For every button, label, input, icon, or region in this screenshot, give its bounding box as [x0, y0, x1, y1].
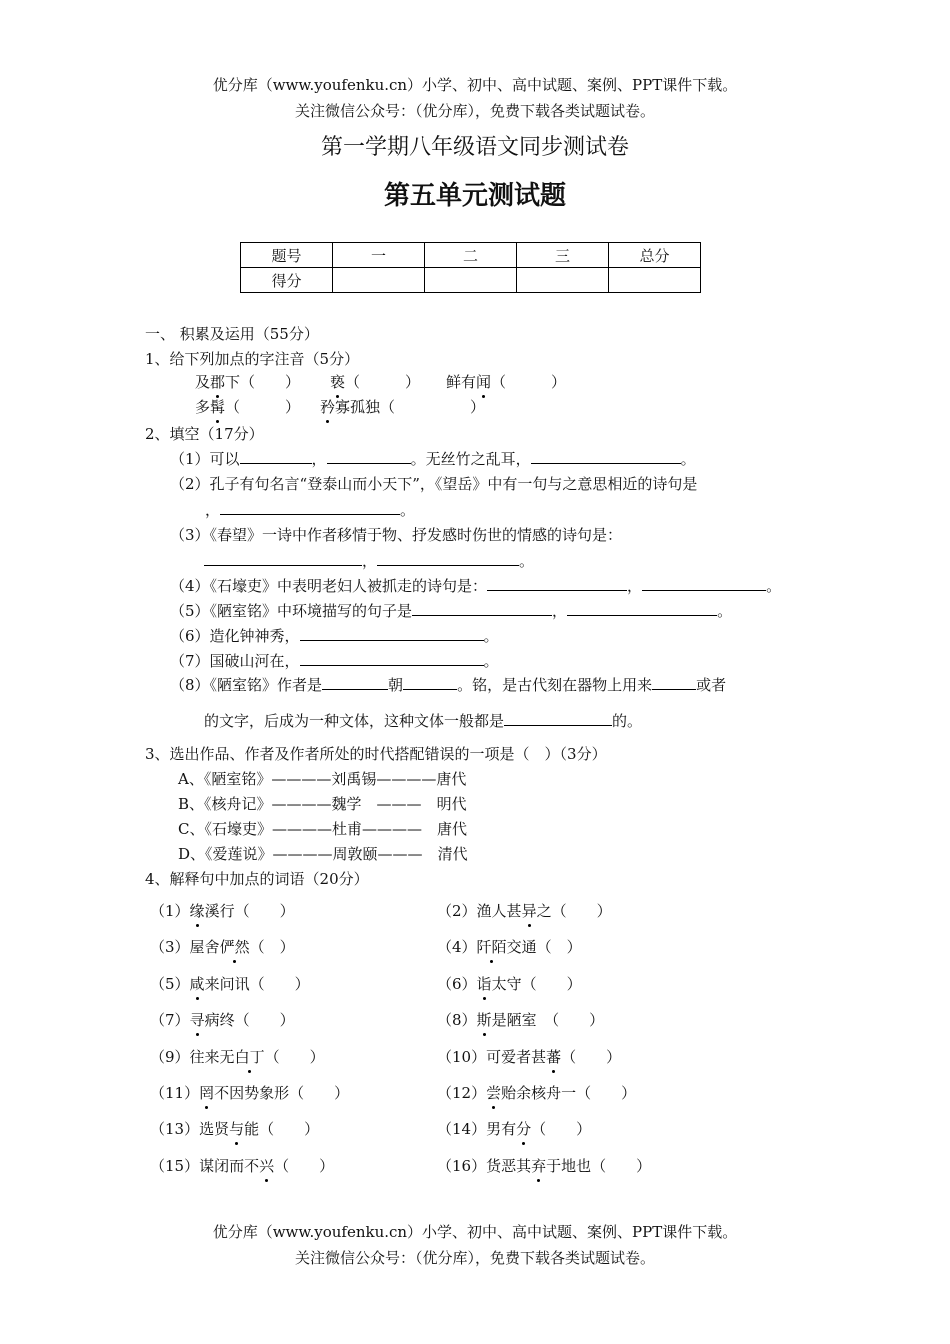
- answer-blank[interactable]: [327, 449, 411, 464]
- option-d[interactable]: D、《爱莲说》————周敦颐——— 清代: [178, 845, 468, 863]
- item-number: （3）: [150, 938, 190, 957]
- page-title: 第一学期八年级语文同步测试卷: [320, 135, 629, 160]
- option-a[interactable]: A、《陋室铭》————刘禹锡————唐代: [178, 770, 467, 788]
- question-1-title: 1、给下列加点的字注音（5分）: [145, 350, 360, 368]
- answer-blank[interactable]: [567, 601, 717, 616]
- dotted-char: 俨然: [219, 938, 250, 957]
- section-heading: 一、 积累及运用（55分）: [145, 325, 319, 343]
- score-input-cell[interactable]: [425, 268, 517, 293]
- explain-item: [150, 1009, 295, 1030]
- option-author: 杜甫: [331, 820, 362, 838]
- item-text: 之（ ）: [536, 902, 612, 920]
- dotted-char: 亵: [330, 373, 346, 391]
- item-number: （15）: [150, 1156, 200, 1175]
- answer-blank[interactable]: [504, 711, 612, 726]
- option-label: B、《核舟记》: [178, 795, 272, 813]
- item-text: （ ）: [531, 1120, 592, 1139]
- dotted-char: 兴: [259, 1156, 275, 1175]
- option-label: A、《陋室铭》: [178, 770, 272, 788]
- item-text: ，: [205, 501, 221, 519]
- header-line-2: 关注微信公众号：（优分库），免费下载各类试题试卷。: [294, 102, 655, 120]
- option-era: 清代: [437, 845, 468, 863]
- answer-blank[interactable]: [377, 551, 519, 566]
- item-text: （ ）: [345, 373, 421, 391]
- answer-blank[interactable]: [531, 449, 681, 464]
- fill-line-6: [170, 625, 499, 646]
- item-text: （ ）: [274, 1156, 335, 1175]
- item-text: 是陋室 （ ）: [491, 1011, 605, 1030]
- dotted-char: 缘: [189, 902, 205, 920]
- question-1-item: [330, 371, 420, 392]
- item-text: 的文字，后成为一种文体，这种文体一般都是: [204, 712, 505, 730]
- explain-item: [150, 1082, 349, 1103]
- item-number: （10）: [437, 1047, 487, 1066]
- option-b[interactable]: B、《核舟记》————魏学 ——— 明代: [178, 795, 467, 813]
- dotted-char: 矜: [320, 398, 336, 416]
- item-text: 。: [766, 577, 782, 595]
- item-number: （11）: [150, 1084, 200, 1102]
- item-text: 寡孤独（ ）: [335, 398, 486, 416]
- item-text: 。: [519, 552, 535, 570]
- item-text: 。铭，是古代刻在器物上用来: [457, 676, 653, 694]
- score-table: [240, 242, 701, 293]
- dotted-char: 髯: [210, 398, 226, 416]
- option-era: 唐代: [437, 820, 468, 838]
- item-text: 来问讯（ ）: [204, 974, 310, 993]
- item-text: 屋舍: [189, 938, 220, 957]
- item-text: ，: [627, 577, 643, 595]
- question-1-item: [446, 371, 566, 392]
- answer-blank[interactable]: [240, 449, 312, 464]
- item-text: 溪行（ ）: [204, 902, 295, 920]
- fill-line-8: [170, 674, 726, 695]
- score-cell: 总分: [609, 243, 701, 268]
- item-number: （7）: [150, 1011, 190, 1030]
- score-cell: 二: [425, 243, 517, 268]
- answer-blank[interactable]: [204, 551, 362, 566]
- question-3-title: 3、选出作品、作者及作者所处的时代搭配错误的一项是（ ）（3分）: [145, 745, 607, 763]
- item-text: 或者: [696, 676, 727, 694]
- explain-item: [150, 973, 310, 994]
- item-text: 渔人甚: [476, 902, 522, 920]
- item-text: 。: [483, 652, 499, 670]
- item-text: 多: [195, 398, 211, 416]
- dotted-char: 寻: [189, 1011, 205, 1030]
- dotted-char: 弃: [531, 1156, 547, 1175]
- item-text: 及: [195, 373, 211, 391]
- dotted-char: 蕃: [546, 1047, 562, 1066]
- score-cell: 一: [333, 243, 425, 268]
- item-text: 选贤: [199, 1120, 230, 1139]
- explain-item: [437, 1155, 651, 1176]
- dotted-char: 异: [521, 902, 537, 920]
- explain-item: [437, 973, 582, 994]
- explain-item: [437, 1046, 621, 1067]
- explain-item: [437, 900, 612, 921]
- answer-blank[interactable]: [300, 651, 484, 666]
- dotted-char: 闻: [476, 373, 492, 391]
- dotted-char: 罔: [199, 1084, 215, 1102]
- item-text: 。: [400, 501, 416, 519]
- header-line-1: 优分库（www.youfenku.cn）小学、初中、高中试题、案例、PPT课件下载。: [212, 76, 738, 94]
- explain-item: [150, 936, 295, 957]
- answer-blank[interactable]: [412, 601, 552, 616]
- dotted-char: 斯: [476, 1011, 492, 1030]
- item-number: （9）: [150, 1047, 190, 1066]
- item-text: 于地也（ ）: [546, 1156, 652, 1175]
- item-text: 。无丝竹之乱耳，: [410, 450, 531, 468]
- score-input-cell[interactable]: [517, 268, 609, 293]
- item-text: 鲜有: [446, 373, 477, 391]
- explain-item: [150, 1155, 334, 1176]
- item-text: ，: [311, 450, 327, 468]
- score-table-header-row: [241, 243, 701, 268]
- dotted-char: 分: [516, 1120, 532, 1139]
- item-text: （ ）: [249, 938, 295, 957]
- question-4-title: 4、解释句中加点的词语（20分）: [145, 870, 369, 888]
- score-label-cell: 得分: [241, 268, 333, 293]
- item-text: （ ）: [225, 398, 301, 416]
- item-text: 的。: [612, 712, 643, 730]
- item-text: 太守（ ）: [491, 974, 582, 993]
- question-1-item: [195, 396, 300, 417]
- dotted-char: 尝: [486, 1084, 502, 1102]
- dotted-char: 与: [229, 1120, 245, 1139]
- dotted-char: 白丁: [234, 1047, 265, 1066]
- item-text: 往来无: [189, 1047, 235, 1066]
- answer-blank[interactable]: [642, 576, 766, 591]
- explain-item: [437, 1082, 636, 1103]
- explain-item: [150, 900, 295, 921]
- footer-line-1: 优分库（www.youfenku.cn）小学、初中、高中试题、案例、PPT课件下载。: [212, 1223, 738, 1241]
- item-text: 男有: [486, 1120, 517, 1139]
- option-author: 魏学: [331, 795, 362, 813]
- item-text: 交通（ ）: [506, 938, 582, 957]
- fill-line-3: （3）《春望》一诗中作者移情于物、抒发感时伤世的情感的诗句是：: [170, 526, 623, 544]
- page-subtitle: 第五单元测试题: [383, 181, 566, 211]
- item-text: 。: [717, 602, 733, 620]
- item-text: （4）《石壕吏》中表明老妇人被抓走的诗句是：: [170, 577, 488, 595]
- item-number: （16）: [437, 1156, 487, 1175]
- fill-line-4: [170, 575, 781, 596]
- explain-item: [437, 936, 582, 957]
- item-number: （5）: [150, 974, 190, 993]
- fill-line-1: [170, 448, 696, 469]
- item-text: 。: [680, 450, 696, 468]
- dotted-char: 咸: [189, 974, 205, 993]
- fill-line-5: [170, 600, 732, 621]
- item-text: 谋闭而不: [199, 1156, 260, 1175]
- dotted-char: 郡: [210, 373, 226, 391]
- item-text: ，: [362, 552, 378, 570]
- explain-item: [437, 1118, 591, 1139]
- item-text: （ ）: [264, 1047, 325, 1066]
- option-era: 唐代: [436, 770, 467, 788]
- item-number: （6）: [437, 974, 477, 993]
- item-number: （4）: [437, 938, 477, 957]
- item-number: （14）: [437, 1120, 487, 1139]
- option-era: 明代: [436, 795, 467, 813]
- item-text: （5）《陋室铭》中环境描写的句子是: [170, 602, 413, 620]
- item-text: 朝: [388, 676, 404, 694]
- answer-blank[interactable]: [487, 576, 627, 591]
- question-1-item: [195, 371, 300, 392]
- item-text: 。: [483, 627, 499, 645]
- dotted-char: 诣: [476, 974, 492, 993]
- answer-blank[interactable]: [403, 675, 457, 690]
- option-label: C、《石壕吏》: [178, 820, 272, 838]
- item-number: （13）: [150, 1120, 200, 1139]
- answer-blank[interactable]: [220, 500, 400, 515]
- fill-line-7: [170, 650, 499, 671]
- dotted-char: 阡陌: [476, 938, 507, 957]
- option-author: 刘禹锡: [331, 770, 377, 788]
- footer-line-2: 关注微信公众号：（优分库），免费下载各类试题试卷。: [294, 1249, 655, 1267]
- fill-line-2-answer: [205, 499, 415, 520]
- score-cell: 三: [517, 243, 609, 268]
- item-number: （2）: [437, 902, 477, 920]
- item-text: 能（ ）: [244, 1120, 320, 1139]
- item-text: 贻余核舟一（ ）: [501, 1084, 637, 1102]
- item-text: 不因势象形（ ）: [214, 1084, 350, 1102]
- item-number: （1）: [150, 902, 190, 920]
- explain-item: [437, 1009, 604, 1030]
- item-text: （ ）: [491, 373, 567, 391]
- item-text: 可爱者甚: [486, 1047, 547, 1066]
- fill-line-3-answer: [204, 550, 534, 571]
- answer-blank[interactable]: [300, 626, 484, 641]
- option-author: 周敦颐: [332, 845, 378, 863]
- fill-line-8-cont: [204, 710, 642, 731]
- option-label: D、《爱莲说》: [178, 845, 273, 863]
- item-number: （12）: [437, 1084, 487, 1102]
- item-text: 下（ ）: [225, 373, 301, 391]
- item-text: （ ）: [561, 1047, 622, 1066]
- item-text: （1）可以: [170, 450, 240, 468]
- score-table-score-row: [241, 268, 701, 293]
- score-input-cell[interactable]: [609, 268, 701, 293]
- score-cell: 题号: [241, 243, 333, 268]
- option-c[interactable]: C、《石壕吏》————杜甫———— 唐代: [178, 820, 468, 838]
- item-text: 货恶其: [486, 1156, 532, 1175]
- explain-item: [150, 1046, 325, 1067]
- explain-item: [150, 1118, 319, 1139]
- question-1-item: [320, 396, 485, 417]
- item-text: （8）《陋室铭》作者是: [170, 676, 323, 694]
- answer-blank[interactable]: [322, 675, 388, 690]
- item-text: ，: [552, 602, 568, 620]
- item-text: 病终（ ）: [204, 1011, 295, 1030]
- question-2-title: 2、填空（17分）: [145, 425, 264, 443]
- score-input-cell[interactable]: [333, 268, 425, 293]
- item-number: （8）: [437, 1011, 477, 1030]
- fill-line-2: （2）孔子有句名言“登泰山而小天下”，《望岳》中有一句与之意思相近的诗句是: [170, 475, 698, 493]
- item-text: （7）国破山河在，: [170, 652, 300, 670]
- item-text: （6）造化钟神秀，: [170, 627, 300, 645]
- answer-blank[interactable]: [652, 675, 696, 690]
